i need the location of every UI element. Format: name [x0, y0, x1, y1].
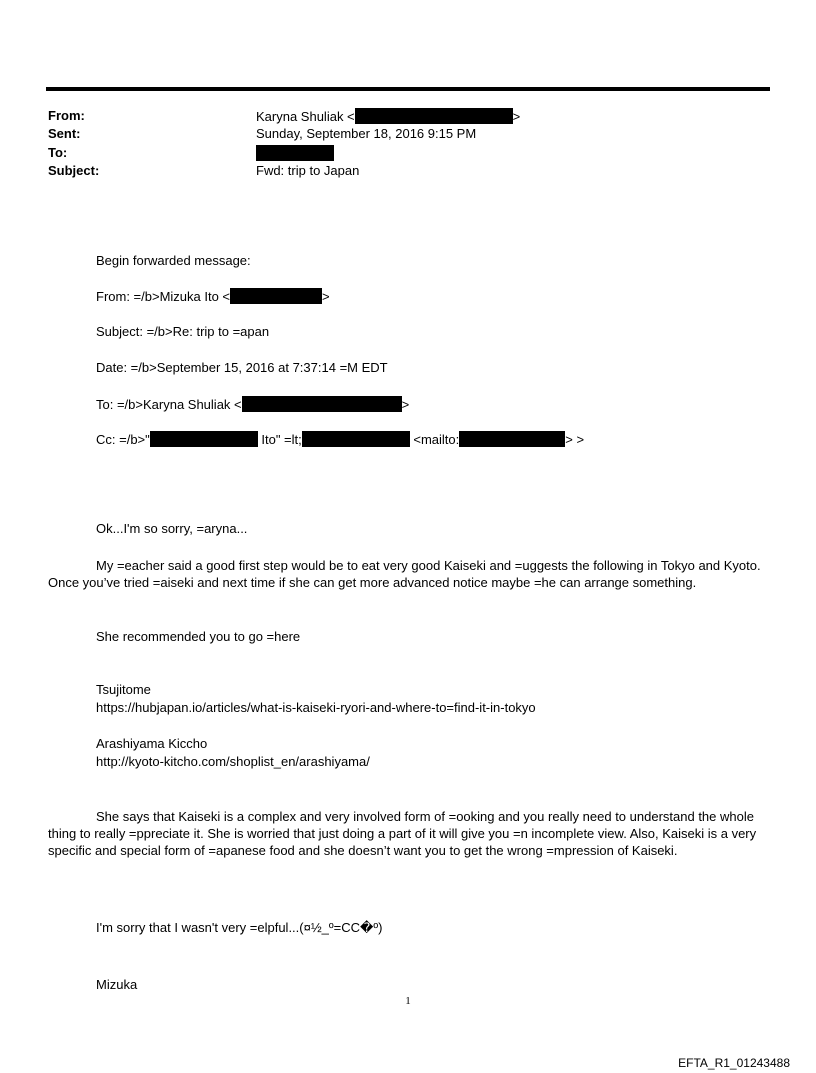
- redaction-block: [256, 145, 334, 161]
- signature: Mizuka: [96, 977, 138, 992]
- fwd-to-suffix: >: [401, 397, 410, 412]
- fwd-cc-mid2: <mailto:: [409, 432, 460, 447]
- redaction-block: [150, 431, 258, 447]
- fwd-cc-suffix: > >: [565, 432, 585, 447]
- from-name: Karyna Shuliak <: [256, 109, 355, 124]
- subject-label: Subject:: [48, 163, 100, 178]
- place-name-2: Arashiyama Kiccho: [96, 736, 208, 751]
- greeting: Ok...I'm so sorry, =aryna...: [96, 521, 248, 536]
- apology-line: I'm sorry that I wasn't very =elpful...(¤½_º=CC�º): [96, 920, 383, 935]
- fwd-from-prefix: From: =/b>Mizuka Ito <: [96, 289, 231, 304]
- from-value: [256, 108, 520, 125]
- redaction-block: [459, 431, 565, 447]
- place-url-2[interactable]: http://kyoto-kitcho.com/shoplist_en/arashiyama/: [96, 754, 370, 769]
- fwd-cc-prefix: Cc: =/b>": [96, 432, 150, 447]
- sent-value: Sunday, September 18, 2016 9:15 PM: [256, 126, 477, 141]
- place-url-1[interactable]: https://hubjapan.io/articles/what-is-kaiseki-ryori-and-where-to=find-it-in-tokyo: [96, 700, 536, 715]
- fwd-from-suffix: >: [322, 289, 330, 304]
- body-paragraph-1: My =eacher said a good first step would be to eat very good Kaiseki and =uggests the following in Tokyo and Kyoto. Once you’ve tried =aiseki and next time if she can get more advanced notice maybe =he can arrange something.: [48, 558, 761, 590]
- fwd-subject-line: Subject: =/b>Re: trip to =apan: [96, 324, 270, 339]
- to-label: To:: [48, 145, 68, 160]
- redaction-block: [355, 108, 513, 124]
- header-rule: [46, 87, 770, 91]
- fwd-to-prefix: To: =/b>Karyna Shuliak <: [96, 397, 242, 412]
- from-close: >: [512, 109, 521, 124]
- body-paragraph-2: She says that Kaiseki is a complex and very involved form of =ooking and you really need to understand the whole thing to really =ppreciate it. She is worried that just doing a part of it will give you =n incomplete view. Also, Kaiseki is a very specific and special form of =apanese food and she doesn’t want you to get the wrong =mpression of Kaiseki.: [48, 809, 757, 858]
- subject-value: Fwd: trip to Japan: [256, 163, 360, 178]
- place-name-1: Tsujitome: [96, 682, 151, 697]
- recommend-line: She recommended you to go =here: [96, 629, 301, 644]
- document-id: EFTA_R1_01243488: [678, 1056, 790, 1070]
- fwd-cc-mid1: Ito" =lt;: [257, 432, 302, 447]
- redaction-block: [302, 431, 410, 447]
- fwd-cc-line: [96, 431, 584, 448]
- from-label: From:: [48, 108, 85, 123]
- forward-intro: Begin forwarded message:: [96, 253, 251, 268]
- to-value: [256, 145, 334, 162]
- redaction-block: [230, 288, 322, 304]
- sent-label: Sent:: [48, 126, 81, 141]
- fwd-date-line: Date: =/b>September 15, 2016 at 7:37:14 =M EDT: [96, 360, 388, 375]
- fwd-from-line: [96, 288, 330, 305]
- fwd-to-line: [96, 396, 409, 413]
- redaction-block: [242, 396, 402, 412]
- page-number: 1: [405, 995, 411, 1007]
